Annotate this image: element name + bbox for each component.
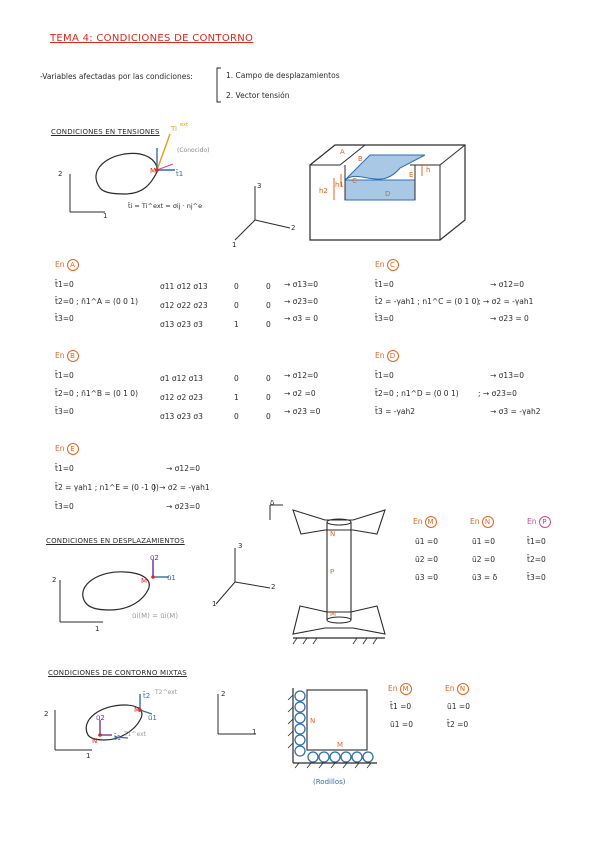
block-a-out-3: → σ3 = 0 — [284, 314, 319, 323]
block-a-out-1: → σ13=0 — [284, 280, 319, 289]
intro-item-1: 1. Campo de desplazamientos — [226, 71, 340, 80]
column-figure — [255, 500, 395, 650]
fig3-t1-label: t̄1 — [114, 734, 122, 742]
disp-p-line-2: t̄2=0 — [527, 555, 546, 564]
disp-n-line-1: ū1 =0 — [472, 537, 495, 546]
fig2-axis-2-label: 2 — [52, 576, 57, 584]
fig2-u2-label: ū2 — [150, 554, 159, 562]
fig3-t2-label: t̄2 — [143, 692, 151, 700]
block-b-out-3: → σ23 =0 — [284, 407, 321, 416]
block-b-normal: 0 1 0 — [234, 374, 239, 421]
axes3-label-2: 2 — [221, 690, 226, 698]
block-e-out-2: } → σ2 = -γah1 — [152, 483, 210, 492]
tank-e-label: E — [409, 171, 414, 179]
axes3-label-1: 1 — [252, 728, 257, 736]
block-b-line-1: t̄1=0 — [55, 371, 74, 380]
block-d-out-2: ; → σ23=0 — [478, 389, 517, 398]
block-a-normal: 0 0 1 — [234, 282, 239, 329]
block-d-out-3: → σ3 = -γah2 — [490, 407, 541, 416]
disp-m-line-2: ū2 =0 — [415, 555, 438, 564]
intro-lead: -Variables afectadas por las condiciones: — [40, 72, 193, 81]
intro-item-2: 2. Vector tensión — [226, 91, 290, 100]
block-a-result: 0 0 0 — [266, 282, 271, 329]
tank-h2-label: h2 — [319, 187, 328, 195]
mixed-n-line-2: t̄2 =0 — [447, 720, 469, 729]
block-a-line-1: t̄1=0 — [55, 280, 74, 289]
block-b-out-2: → σ2 =0 — [284, 389, 316, 398]
fig1-axis-2-label: 2 — [58, 170, 63, 178]
mixed-m-line-2: ū1 =0 — [390, 720, 413, 729]
fig1-ti-label: Ti — [171, 125, 178, 133]
disp-p-heading: En P — [527, 516, 551, 528]
fig3-m-label: M — [134, 706, 141, 714]
page-title: TEMA 4: CONDICIONES DE CONTORNO — [50, 33, 254, 44]
disp-m-line-1: ū1 =0 — [415, 537, 438, 546]
tank-h-label: h — [426, 166, 431, 174]
block-c-out-1: → σ12=0 — [490, 280, 525, 289]
fig1-formula: t̄i = Ti^ext = σij · nj^e — [128, 202, 203, 210]
axes2-label-1: 1 — [212, 600, 217, 608]
rollers-figure — [285, 685, 385, 775]
fig3-T2-label: T2^ext — [155, 689, 177, 696]
disp-n-line-2: ū2 =0 — [472, 555, 495, 564]
fig1-axis-1-label: 1 — [103, 212, 108, 220]
fig3-axis-1-label: 1 — [86, 752, 91, 760]
disp-p-line-1: t̄1=0 — [527, 537, 546, 546]
fig1-t1-label: t̄1 — [176, 170, 184, 178]
mixed-n-heading: En N — [445, 683, 469, 695]
column-n-label: N — [330, 530, 336, 538]
disp-p-line-3: t̄3=0 — [527, 573, 546, 582]
disp-n-line-3: ū3 = δ — [472, 573, 498, 582]
mixed-m-heading: En M — [388, 683, 412, 695]
block-c-line-1: t̄1=0 — [375, 280, 394, 289]
displacement-blob-figure — [45, 550, 195, 635]
fig3-T1-label: T1^ext — [124, 731, 146, 738]
block-e-line-2: t̄2 = γah1 ; n1^E = (0 -1 0) — [55, 483, 159, 492]
tank-h1-label: h1 — [335, 181, 344, 189]
block-b-out-1: → σ12=0 — [284, 371, 319, 380]
block-d-out-1: → σ13=0 — [490, 371, 525, 380]
block-a-line-3: t̄3=0 — [55, 314, 74, 323]
tank-a-label: A — [340, 148, 345, 156]
block-e-line-3: t̄3=0 — [55, 502, 74, 511]
tank-c-label: C — [352, 177, 357, 185]
fig3-axis-2-label: 2 — [44, 710, 49, 718]
rollers-n-label: N — [310, 717, 316, 725]
axes2-label-3: 3 — [238, 542, 243, 550]
block-c-line-3: t̄3=0 — [375, 314, 394, 323]
column-delta-label: δ — [270, 499, 275, 507]
block-d-line-2: t̄2=0 ; n1^D = (0 0 1) — [375, 389, 459, 398]
block-c-line-2: t̄2 = -γah1 ; n1^C = (0 1 0) — [375, 297, 480, 306]
fig1-conocido-label: (Conocido) — [177, 147, 210, 154]
block-b-result: 0 0 0 — [266, 374, 271, 421]
fig3-n-label: N — [92, 737, 98, 745]
axes1-label-2: 2 — [291, 224, 296, 232]
block-d-line-1: t̄1=0 — [375, 371, 394, 380]
column-m-label: M — [330, 610, 337, 618]
mixed-n-line-1: ū1 =0 — [447, 702, 470, 711]
block-c-out-2: ; → σ2 = -γah1 — [478, 297, 534, 306]
block-c-out-3: → σ23 = 0 — [490, 314, 529, 323]
tank-b-label: B — [358, 155, 363, 163]
fig1-ext-label: ext — [180, 122, 188, 128]
block-e-line-1: t̄1=0 — [55, 464, 74, 473]
section-title-mixtas: CONDICIONES DE CONTORNO MIXTAS — [48, 669, 187, 677]
disp-m-heading: En M — [413, 516, 437, 528]
fig3-u2-label: ū2 — [96, 714, 105, 722]
intro-bracket — [214, 66, 224, 104]
block-b-heading: En B — [55, 350, 79, 362]
disp-n-heading: En N — [470, 516, 494, 528]
block-e-out-3: → σ23=0 — [166, 502, 201, 511]
block-d-heading: En D — [375, 350, 399, 362]
block-e-heading: En E — [55, 443, 79, 455]
fig2-axis-1-label: 1 — [95, 625, 100, 633]
block-a-out-2: → σ23=0 — [284, 297, 319, 306]
fig3-u1-label: ū1 — [148, 714, 157, 722]
block-a-line-2: t̄2=0 ; n̄1^A = (0 0 1) — [55, 297, 138, 306]
block-a-matrix: σ11 σ12 σ13 σ12 σ22 σ23 σ13 σ23 σ3 — [160, 282, 208, 329]
axes2-label-2: 2 — [271, 583, 276, 591]
fig1-m-label: M — [150, 167, 157, 175]
block-b-matrix: σ1 σ12 σ13 σ12 σ2 σ23 σ13 σ23 σ3 — [160, 374, 203, 421]
block-e-out-1: → σ12=0 — [166, 464, 201, 473]
disp-m-line-3: ū3 =0 — [415, 573, 438, 582]
block-c-heading: En C — [375, 259, 399, 271]
tank-d-label: D — [385, 190, 391, 198]
rollers-m-label: M — [337, 741, 344, 749]
section-title-tensiones: CONDICIONES EN TENSIONES — [51, 128, 160, 136]
axes1-label-3: 3 — [257, 182, 262, 190]
column-p-label: P — [330, 568, 335, 576]
block-d-line-3: t̄3 = -γah2 — [375, 407, 416, 416]
axes-3d-1 — [230, 180, 300, 250]
mixed-m-line-1: t̄1 =0 — [390, 702, 412, 711]
block-a-heading: En A — [55, 259, 79, 271]
block-b-line-2: t̄2=0 ; n̄1^B = (0 1 0) — [55, 389, 139, 398]
fig2-m-label: M — [141, 577, 148, 585]
fig2-formula: ūi(M) = ūi(M) — [132, 612, 179, 620]
axes-2d-3 — [210, 690, 270, 740]
section-title-desplazamientos: CONDICIONES EN DESPLAZAMIENTOS — [46, 537, 185, 545]
block-b-line-3: t̄3=0 — [55, 407, 74, 416]
rollers-caption: (Rodillos) — [313, 778, 346, 786]
fig2-u1-label: ū1 — [167, 574, 176, 582]
axes1-label-1: 1 — [232, 241, 237, 249]
